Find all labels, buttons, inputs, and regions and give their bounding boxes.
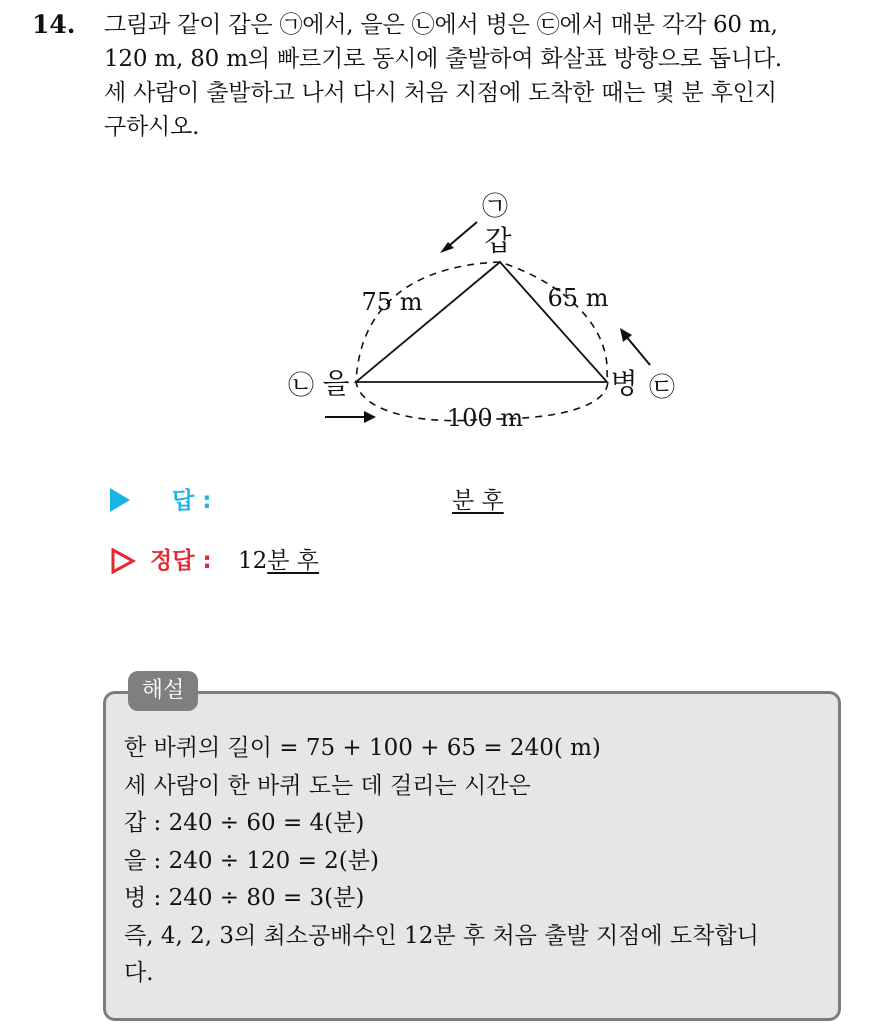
question-text — [104, 8, 874, 144]
question-line: 구하시오. — [104, 114, 200, 140]
arrow-top-icon — [440, 222, 477, 253]
explanation-text — [124, 730, 834, 993]
edge-label-bc: 100 m — [446, 404, 524, 432]
correct-answer-row — [110, 544, 610, 578]
explanation-line: 다. — [124, 960, 154, 986]
answer-row — [110, 484, 610, 518]
arrow-left-icon — [325, 411, 376, 423]
point-a-name: 갑 — [484, 224, 512, 257]
explanation-line: 병 : 240 ÷ 80 = 3(분) — [124, 885, 365, 911]
correct-answer-label: 정답 : — [150, 548, 212, 574]
question-line: 세 사람이 출발하고 나서 다시 처음 지점에 도착한 때는 몇 분 후인지 — [104, 80, 777, 106]
correct-answer-value — [238, 544, 319, 578]
answer-blank: 분 후 — [452, 488, 504, 514]
point-a-marker: ㉠ — [481, 192, 509, 222]
edge-label-ab: 75 m — [361, 288, 423, 316]
arrow-right-icon — [620, 328, 650, 365]
explanation-line: 한 바퀴의 길이 = 75 + 100 + 65 = 240( m) — [124, 735, 601, 761]
explanation-line: 즉, 4, 2, 3의 최소공배수인 12분 후 처음 출발 지점에 도착합니 — [124, 922, 759, 949]
triangle-track-figure — [270, 190, 690, 440]
question-line: 120 m, 80 m의 빠르기로 동시에 출발하여 화살표 방향으로 돕니다. — [104, 46, 783, 72]
question-line: 그림과 같이 갑은 ㉠에서, 을은 ㉡에서 병은 ㉢에서 매분 각각 60 m, — [104, 12, 778, 38]
triangle-play-icon — [110, 488, 130, 512]
triangle — [356, 262, 607, 382]
triangle-track-svg — [270, 190, 690, 440]
explanation-tag: 해설 — [128, 671, 198, 711]
point-c-name: 병 — [610, 367, 638, 400]
explanation-line: 갑 : 240 ÷ 60 = 4(분) — [124, 810, 365, 836]
correct-answer-unit: 분 후 — [267, 548, 320, 574]
point-b-name: 을 — [322, 367, 350, 400]
explanation-line: 세 사람이 한 바퀴 도는 데 걸리는 시간은 — [124, 772, 531, 799]
question-number: 14. — [32, 10, 76, 39]
triangle-outline-icon — [110, 548, 136, 574]
explanation-line: 을 : 240 ÷ 120 = 2(분) — [124, 847, 379, 874]
point-b-marker: ㉡ — [287, 371, 315, 401]
answer-label: 답 : — [172, 488, 212, 514]
edge-label-ac: 65 m — [547, 284, 609, 312]
correct-answer-number: 12 — [238, 548, 268, 574]
point-c-marker: ㉢ — [648, 373, 676, 403]
